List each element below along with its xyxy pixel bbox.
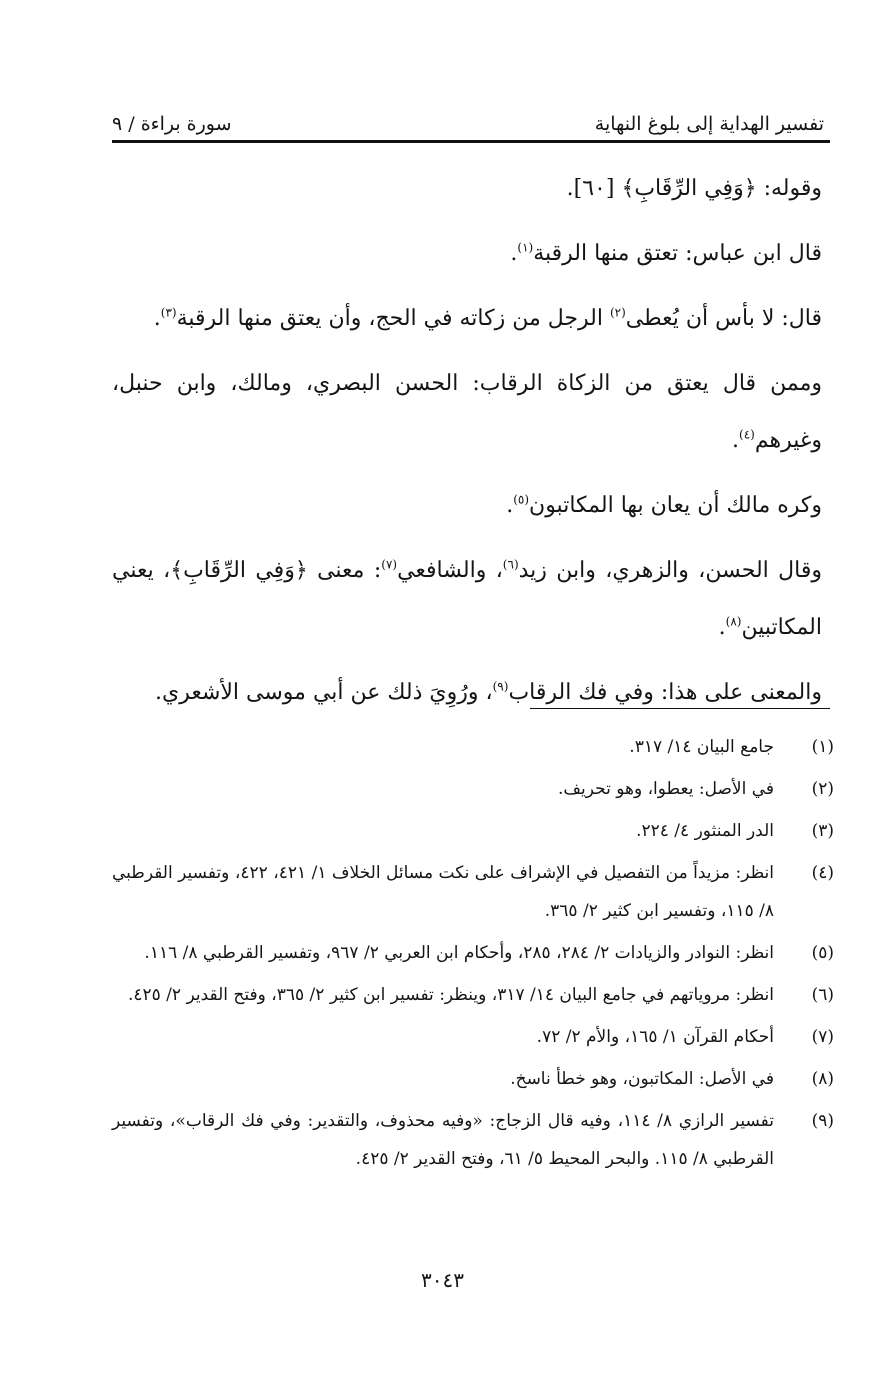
main-text [112,160,822,729]
paragraph: والمعنى على هذا: وفي فك الرقاب$^{(٩)}$، ورُوِيَ ذلك عن أبي موسى الأشعري. [154,679,822,705]
footnote-ref: (٩) [492,679,509,694]
footnote-separator [530,708,830,709]
paragraph: قال: لا بأس أن يُعطى$^{(٢)}$ الرجل من زكاته في الحج، وأن يعتق منها الرقبة$^{(٣)}$. [153,305,822,331]
footnote-text: جامع البيان ١٤/ ٣١٧. [629,737,774,757]
footnote-number: (٧) [811,1027,834,1047]
footnote-number: (٥) [811,943,834,963]
footnote-number: (٨) [811,1069,834,1089]
footnote-text: انظر: مروياتهم في جامع البيان ١٤/ ٣١٧، وينظر: تفسير ابن كثير ٢/ ٣٦٥، وفتح القدير ٢/ ٤٢٥. [127,985,774,1005]
footnote-text: انظر: مزيداً من التفصيل في الإشراف على نكت مسائل الخلاف ١/ ٤٢١، ٤٢٢، وتفسير القرطبي ٨/ ١١٥، وتفسير ابن كثير ٢/ ٣٦٥. [112,863,774,921]
footnote-number: (٣) [811,821,834,841]
book-title: تفسير الهداية إلى بلوغ النهاية [594,113,824,135]
footnote-text: انظر: النوادر والزيادات ٢/ ٢٨٤، ٢٨٥، وأحكام ابن العربي ٢/ ٩٦٧، وتفسير القرطبي ٨/ ١١٦. [144,943,774,963]
footnote [112,770,834,808]
footnote [112,1018,834,1056]
running-header [112,98,824,134]
footnote-number: (٦) [811,985,834,1005]
footnote-ref: (١) [517,240,534,255]
footnote [112,854,834,930]
footnote [112,976,834,1014]
footnote [112,1102,834,1178]
footnote [112,934,834,972]
footnote-text: في الأصل: المكاتبون، وهو خطأ ناسخ. [510,1069,774,1089]
paragraph: وممن قال يعتق من الزكاة الرقاب: الحسن البصري، ومالك، وابن حنبل، وغيرهم$^{(٤)}$. [112,371,822,453]
footnote-ref: (٥) [513,492,530,507]
footnote-number: (١) [811,737,834,757]
footnote-text: في الأصل: يعطوا، وهو تحريف. [557,779,774,799]
footnote-number: (٤) [811,863,834,883]
page-number: ٣٠٤٣ [421,1268,464,1292]
footnote-text: تفسير الرازي ٨/ ١١٤، وفيه قال الزجاج: «وفيه محذوف، والتقدير: وفي فك الرقاب»، وتفسير القرطبي ٨/ ١١٥. والبحر المحيط ٥/ ٦١، وفتح القدير ٢/ ٤٢٥. [112,1111,774,1169]
header-rule [112,140,830,143]
footnote-ref: (٧) [381,557,398,572]
footnote-ref: (٣) [160,305,177,320]
paragraph: وكره مالك أن يعان بها المكاتبون$^{(٥)}$. [506,492,822,518]
footnote [112,1060,834,1098]
paragraph: وقال الحسن، والزهري، وابن زيد$^{(٦)}$، والشافعي$^{(٧)}$: معنى ﴿وَفِي الرِّقَابِ﴾، يعني المكاتبين$^{(٨)}$. [112,557,822,640]
footnote-ref: (٦) [502,557,519,572]
paragraph: وقوله: ﴿وَفِي الرِّقَابِ﴾ [٦٠]. [566,176,822,201]
paragraph: قال ابن عباس: تعتق منها الرقبة$^{(١)}$. [510,240,822,266]
footnote-number: (٢) [811,779,834,799]
surah-label: سورة براءة / ٩ [112,113,232,135]
footnote-ref: (٨) [725,614,742,629]
footnote-ref: (٤) [739,427,755,442]
footnotes [112,728,834,1182]
footnote-number: (٩) [811,1111,834,1131]
footnote-ref: (٢) [609,305,626,320]
footnote-text: أحكام القرآن ١/ ١٦٥، والأم ٢/ ٧٢. [536,1027,774,1047]
footnote [112,812,834,850]
footnote [112,728,834,766]
footnote-text: الدر المنثور ٤/ ٢٢٤. [636,821,774,841]
